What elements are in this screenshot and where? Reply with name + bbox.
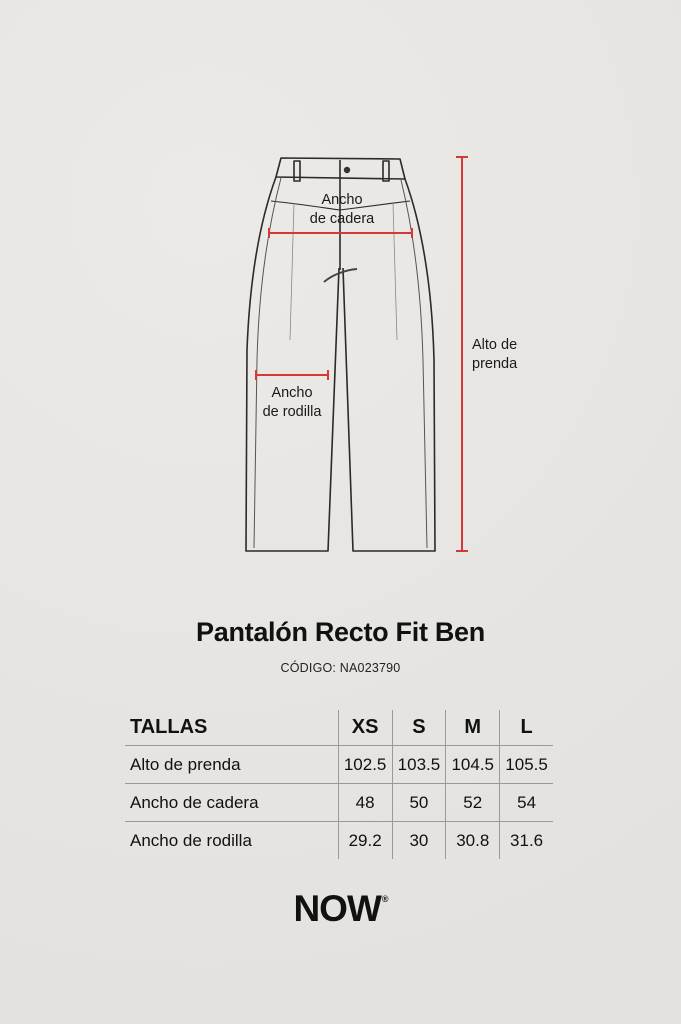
button-icon <box>344 167 350 173</box>
cell-value: 48 <box>338 784 392 822</box>
size-xs: XS <box>338 710 392 746</box>
size-s: S <box>392 710 446 746</box>
cell-value: 103.5 <box>392 746 446 784</box>
cell-value: 50 <box>392 784 446 822</box>
cell-value: 31.6 <box>500 822 553 860</box>
knee-width-label <box>247 384 337 422</box>
cell-value: 52 <box>446 784 500 822</box>
length-label-line2: prenda <box>472 356 518 372</box>
hip-label-line1: Ancho <box>321 192 363 208</box>
table-row <box>125 746 553 784</box>
cell-value: 102.5 <box>338 746 392 784</box>
knee-label-line1: Ancho <box>271 385 313 401</box>
registered-mark: ® <box>381 894 388 904</box>
hip-label-line2: de cadera <box>309 211 375 227</box>
row-label: Ancho de rodilla <box>125 822 338 860</box>
product-code: CÓDIGO: NA023790 <box>280 661 401 675</box>
row-label: Ancho de cadera <box>125 784 338 822</box>
brand-logo <box>0 888 681 930</box>
row-label: Alto de prenda <box>125 746 338 784</box>
size-table <box>125 710 553 859</box>
length-label-line1: Alto de <box>472 337 518 353</box>
table-row <box>125 784 553 822</box>
cell-value: 104.5 <box>446 746 500 784</box>
cell-value: 30.8 <box>446 822 500 860</box>
size-m: M <box>446 710 500 746</box>
sizes-header: TALLAS <box>130 716 208 738</box>
garment-length-label <box>472 336 542 374</box>
size-table-header <box>125 710 553 746</box>
knee-label-line2: de rodilla <box>262 404 322 420</box>
cell-value: 105.5 <box>500 746 553 784</box>
table-row <box>125 822 553 860</box>
size-l: L <box>500 710 553 746</box>
cell-value: 30 <box>392 822 446 860</box>
cell-value: 29.2 <box>338 822 392 860</box>
cell-value: 54 <box>500 784 553 822</box>
hip-width-label <box>297 191 387 229</box>
brand-name: NOW <box>293 888 381 929</box>
product-title: Pantalón Recto Fit Ben <box>196 617 485 647</box>
